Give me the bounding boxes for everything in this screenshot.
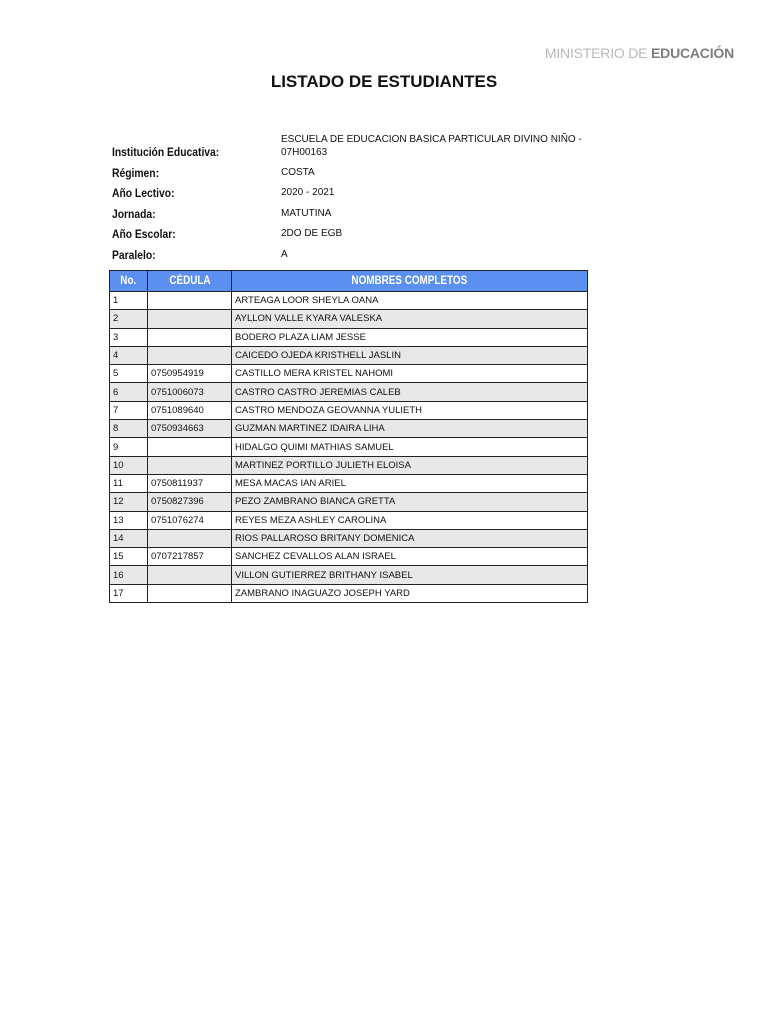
info-value: COSTA [281, 166, 315, 178]
students-table [109, 270, 588, 603]
cell-no: 1 [110, 292, 148, 310]
cell-name: ZAMBRANO INAGUAZO JOSEPH YARD [232, 584, 588, 602]
cell-cedula [148, 456, 232, 474]
cell-name: HIDALGO QUIMI MATHIAS SAMUEL [232, 438, 588, 456]
info-value: MATUTINA [281, 207, 332, 219]
cell-cedula [148, 566, 232, 584]
cell-name: PEZO ZAMBRANO BIANCA GRETTA [232, 493, 588, 511]
column-header-nombres [232, 271, 588, 292]
cell-no: 11 [110, 474, 148, 492]
info-row-regimen [112, 161, 652, 182]
cell-cedula: 0751089640 [148, 401, 232, 419]
cell-cedula: 0750954919 [148, 365, 232, 383]
info-value: A [281, 248, 288, 260]
column-header-cedula [148, 271, 232, 292]
info-value: 2020 - 2021 [281, 187, 335, 198]
table-row [110, 511, 588, 529]
cell-no: 12 [110, 493, 148, 511]
cell-no: 7 [110, 401, 148, 419]
column-header-label: No. [120, 275, 137, 287]
info-label: Régimen: [112, 165, 160, 180]
cell-cedula [148, 584, 232, 602]
ministry-logo [545, 45, 734, 61]
institution-name: ESCUELA DE EDUCACION BASICA PARTICULAR DIVINO NIÑO - [281, 134, 582, 145]
cell-name: CAICEDO OJEDA KRISTHELL JASLIN [232, 346, 588, 364]
cell-cedula [148, 529, 232, 547]
cell-no: 17 [110, 584, 148, 602]
info-value [281, 133, 582, 159]
cell-no: 6 [110, 383, 148, 401]
column-header-no [110, 271, 148, 292]
table-row [110, 383, 588, 401]
info-label: Paralelo: [112, 247, 156, 262]
info-label: Jornada: [112, 206, 156, 221]
table-row [110, 548, 588, 566]
info-row-institution [112, 135, 652, 161]
cell-no: 10 [110, 456, 148, 474]
cell-name: BODERO PLAZA LIAM JESSE [232, 328, 588, 346]
table-body [110, 292, 588, 603]
table-row [110, 346, 588, 364]
cell-cedula: 0707217857 [148, 548, 232, 566]
document-title: LISTADO DE ESTUDIANTES [270, 72, 498, 91]
info-row-ano-lectivo [112, 182, 652, 203]
cell-name: ARTEAGA LOOR SHEYLA OANA [232, 292, 588, 310]
cell-cedula: 0751006073 [148, 383, 232, 401]
table-header-row [110, 271, 588, 292]
cell-cedula [148, 346, 232, 364]
info-row-jornada [112, 202, 652, 223]
table-row [110, 474, 588, 492]
cell-no: 16 [110, 566, 148, 584]
column-header-label: CÉDULA [168, 275, 211, 287]
cell-cedula [148, 292, 232, 310]
cell-no: 3 [110, 328, 148, 346]
cell-no: 14 [110, 529, 148, 547]
table-row [110, 456, 588, 474]
table-row [110, 493, 588, 511]
cell-no: 9 [110, 438, 148, 456]
column-header-label: NOMBRES COMPLETOS [351, 275, 468, 287]
table-row [110, 438, 588, 456]
info-label: Año Escolar: [112, 227, 176, 241]
cell-name: MESA MACAS IAN ARIEL [232, 474, 588, 492]
info-label: Año Lectivo: [112, 186, 175, 200]
table-row [110, 584, 588, 602]
table-row [110, 529, 588, 547]
info-row-paralelo [112, 243, 652, 264]
cell-cedula [148, 438, 232, 456]
table-row [110, 401, 588, 419]
info-label: Institución Educativa: [112, 145, 220, 159]
cell-name: AYLLON VALLE KYARA VALESKA [232, 310, 588, 328]
table-row [110, 310, 588, 328]
ministry-logo-bold: EDUCACIÓN [651, 45, 734, 61]
cell-no: 2 [110, 310, 148, 328]
cell-name: CASTRO CASTRO JEREMIAS CALEB [232, 383, 588, 401]
cell-name: GUZMAN MARTINEZ IDAIRA LIHA [232, 420, 588, 438]
cell-cedula: 0750811937 [148, 474, 232, 492]
table-row [110, 420, 588, 438]
table-row [110, 365, 588, 383]
info-value: 2DO DE EGB [281, 228, 343, 239]
cell-no: 4 [110, 346, 148, 364]
cell-name: RIOS PALLAROSO BRITANY DOMENICA [232, 529, 588, 547]
cell-name: REYES MEZA ASHLEY CAROLINA [232, 511, 588, 529]
cell-no: 13 [110, 511, 148, 529]
cell-cedula [148, 328, 232, 346]
cell-name: VILLON GUTIERREZ BRITHANY ISABEL [232, 566, 588, 584]
cell-no: 5 [110, 365, 148, 383]
table-row [110, 292, 588, 310]
cell-cedula: 0750934663 [148, 420, 232, 438]
ministry-logo-light: MINISTERIO DE [544, 45, 652, 61]
info-row-ano-escolar [112, 223, 652, 244]
table-row [110, 328, 588, 346]
cell-name: SANCHEZ CEVALLOS ALAN ISRAEL [232, 548, 588, 566]
table-row [110, 566, 588, 584]
cell-name: CASTILLO MERA KRISTEL NAHOMI [232, 365, 588, 383]
info-section [112, 135, 652, 264]
cell-name: CASTRO MENDOZA GEOVANNA YULIETH [232, 401, 588, 419]
cell-no: 15 [110, 548, 148, 566]
institution-code: 07H00163 [281, 147, 328, 158]
cell-cedula: 0750827396 [148, 493, 232, 511]
cell-no: 8 [110, 420, 148, 438]
cell-cedula: 0751076274 [148, 511, 232, 529]
cell-name: MARTINEZ PORTILLO JULIETH ELOISA [232, 456, 588, 474]
cell-cedula [148, 310, 232, 328]
